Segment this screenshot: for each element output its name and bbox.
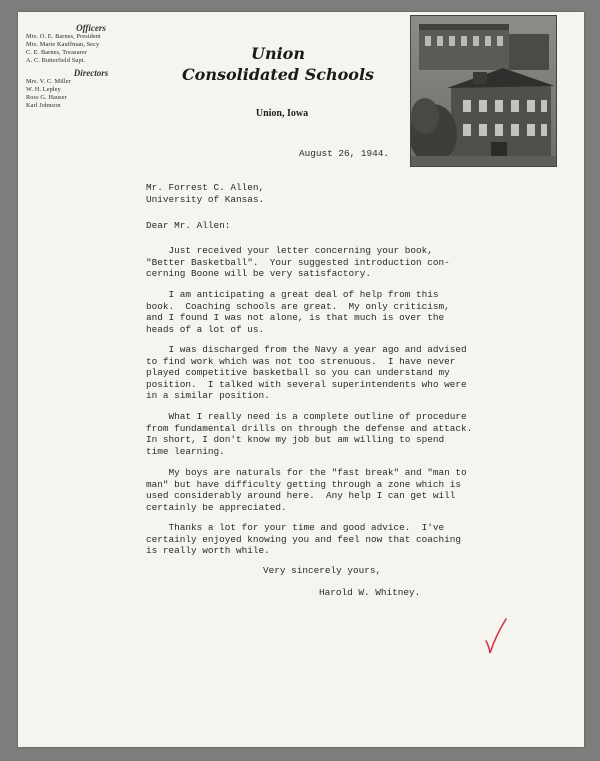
recipient-address xyxy=(146,182,264,205)
school-name xyxy=(178,45,378,85)
director-line: Ross G. Hauser xyxy=(26,94,67,101)
letter-date: August 26, 1944. xyxy=(299,148,390,159)
signature: Harold W. Whitney. xyxy=(319,587,421,598)
closing: Very sincerely yours, xyxy=(263,565,382,576)
address-line: Mr. Forrest C. Allen, xyxy=(146,182,265,193)
paragraph-1: Just received your letter concerning your book, "Better Basketball". Your suggested introduction con- cerning Boone will be very satisfactory. xyxy=(146,245,450,280)
school-name-line2: Consolidated Schools xyxy=(181,65,375,84)
letterhead-officers xyxy=(26,23,156,110)
officers-heading: Officers xyxy=(76,23,106,33)
address-line: University of Kansas. xyxy=(146,193,265,205)
paragraph-4: What I really need is a complete outline of procedure from fundamental drills on through the defense and attack. In short, I don't know my job but am willing to spend time learning. xyxy=(146,411,473,457)
director-line: Mrs. V. C. Miller xyxy=(26,78,71,85)
salutation: Dear Mr. Allen: xyxy=(146,220,231,231)
officer-line: C. E. Barnes, Treasurer xyxy=(26,49,88,56)
officer-line: Mrs. O. E. Barnes, President xyxy=(26,33,101,40)
paragraph-5: My boys are naturals for the "fast break" and "man to man" but have difficulty getting through a zone which is used considerably around here. Any help I can get will certainly be appreciated. xyxy=(146,467,467,513)
paragraph-3: I was discharged from the Navy a year ago and advised to find work which was not too strenuous. I have never played competitive basketball so you can understand my position. I talked with several superintendents who were in a similar position. xyxy=(146,344,467,402)
school-name-line1: Union xyxy=(251,44,305,63)
paragraph-2: I am anticipating a great deal of help from this book. Coaching schools are great. My only criticism, and I found I was not alone, is that much is over the heads of a lot of us. xyxy=(146,289,450,335)
officer-line: A. C. Butterfield Supt. xyxy=(26,57,86,64)
directors-heading: Directors xyxy=(73,68,109,78)
paragraph-6: Thanks a lot for your time and good advice. I've certainly enjoyed knowing you and feel now that coaching is really worth while. xyxy=(146,522,462,557)
check-mark-icon xyxy=(480,615,510,657)
school-building-photo xyxy=(410,15,557,167)
school-location: Union, Iowa xyxy=(255,108,309,119)
director-line: W. H. Lepley xyxy=(26,86,61,93)
officer-line: Mrs. Marie Kauffman, Secy xyxy=(26,41,100,48)
director-line: Karl Johnson xyxy=(26,102,61,109)
